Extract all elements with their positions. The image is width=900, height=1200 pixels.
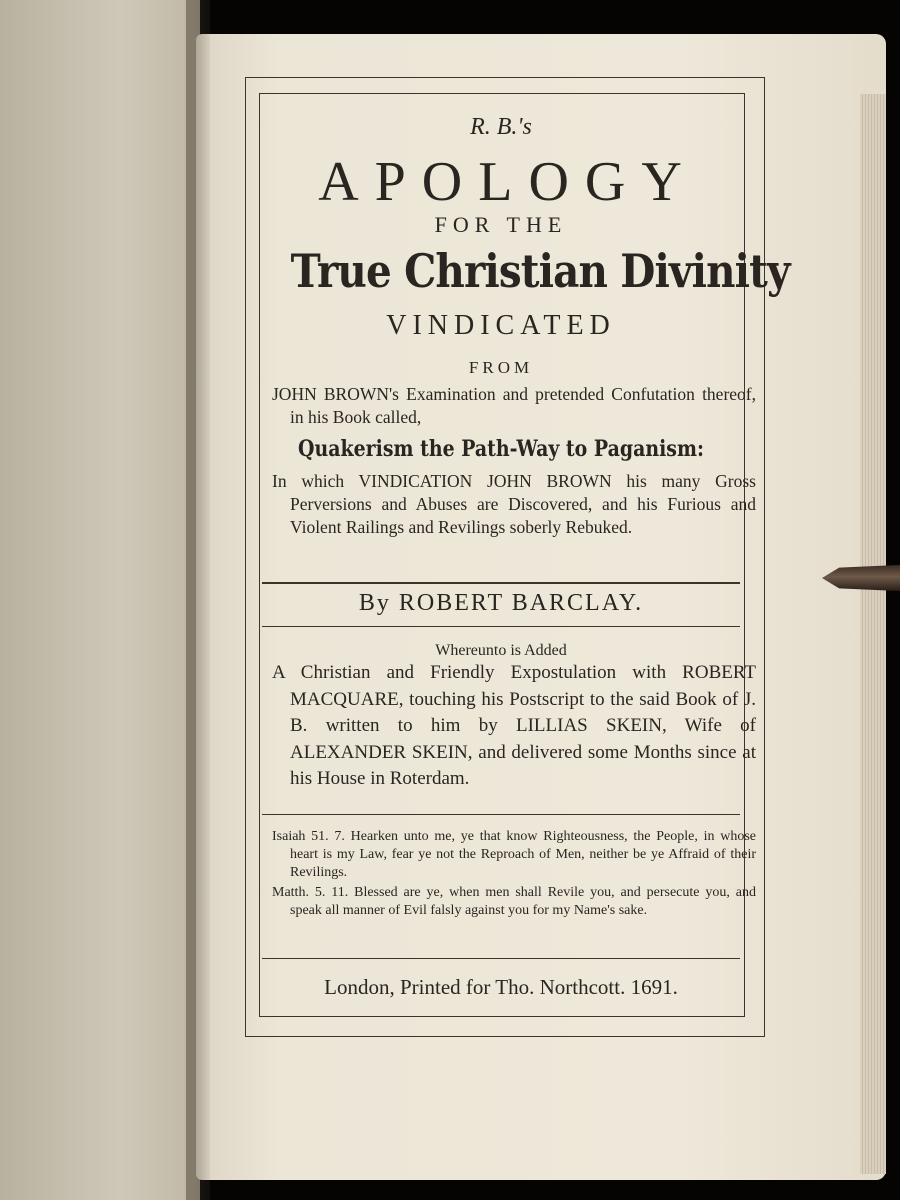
- divider: [262, 582, 740, 584]
- vindicated: VINDICATED: [386, 310, 616, 341]
- paragraph-examination: JOHN BROWN's Examination and pretended Confutation thereof, in his Book called,: [272, 384, 756, 427]
- imprint: London, Printed for Tho. Northcott. 1691.: [324, 975, 678, 999]
- divider: [262, 814, 740, 815]
- from: FROM: [468, 358, 534, 377]
- scripture-isaiah: Isaiah 51. 7. Hearken unto me, ye that know Righteousness, the People, in whose heart is my Law, fear ye not the Reproach of Men, neither be ye Affraid of their Revilings.: [272, 829, 756, 880]
- byline: By ROBERT BARCLAY.: [358, 590, 644, 616]
- divider: [262, 626, 740, 627]
- quakerism-title: Quakerism the Path-Way to Paganism:: [298, 436, 704, 462]
- for-the: FOR THE: [434, 212, 568, 237]
- paragraph-vindication: In which VINDICATION JOHN BROWN his many Gross Perversions and Abuses are Discovered, and his Furious and Violent Railings and Revilings soberly Rebuked.: [272, 471, 756, 537]
- author-initials: R. B.'s: [470, 114, 532, 140]
- scripture-matthew: Matth. 5. 11. Blessed are ye, when men shall Revile you, and persecute you, and speak all manner of Evil falsly against you for my Name's sake.: [272, 885, 756, 918]
- left-page: [0, 0, 200, 1200]
- main-title: APOLOGY: [318, 151, 698, 213]
- book-gutter: [186, 0, 210, 1200]
- page-edges: [860, 94, 886, 1174]
- whereunto: Whereunto is Added: [435, 642, 567, 659]
- paragraph-expostulation: A Christian and Friendly Expostulation with ROBERT MACQUARE, touching his Postscript to the said Book of J. B. written to him by LILLIAS SKEIN, Wife of ALEXANDER SKEIN, and delivered some Months since at his House in Roterdam.: [272, 662, 756, 789]
- subtitle-blackletter: True Christian Divinity: [290, 244, 790, 298]
- divider: [262, 958, 740, 959]
